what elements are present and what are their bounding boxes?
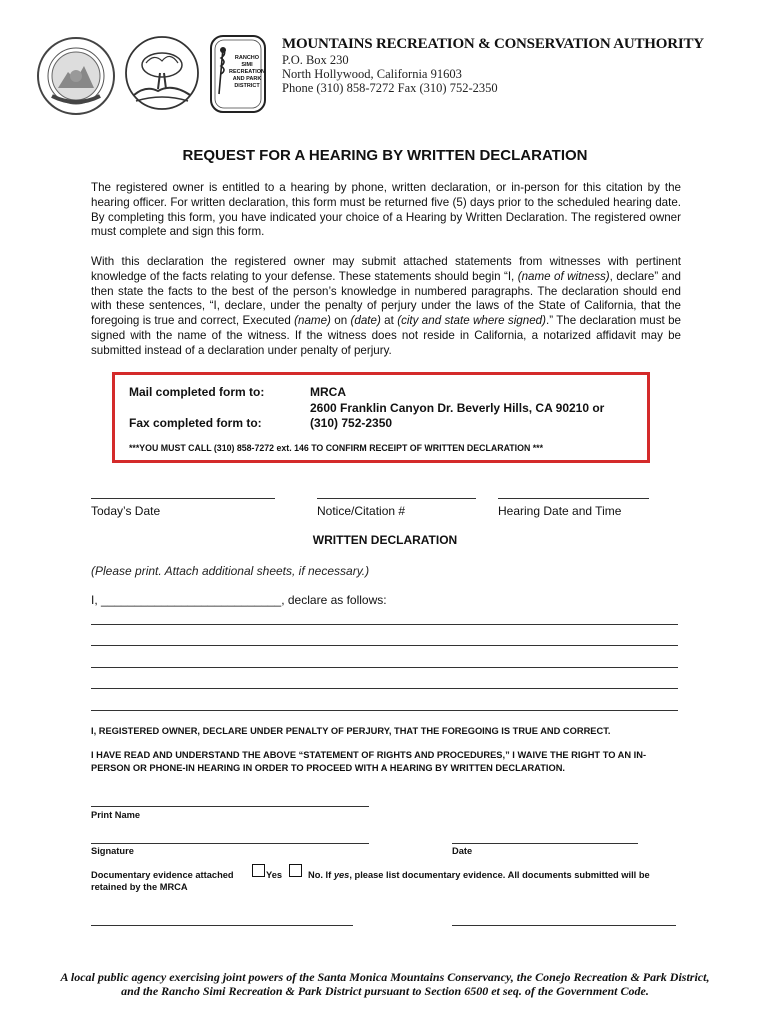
po-box: P.O. Box 230	[282, 53, 349, 67]
page-title: REQUEST FOR A HEARING BY WRITTEN DECLARATION	[182, 147, 588, 164]
confirm-notice: ***YOU MUST CALL (310) 858-7272 ext. 146 TO CONFIRM RECEIPT OF WRITTEN DECLARATION ***	[129, 443, 544, 453]
declaration-line[interactable]	[91, 667, 678, 668]
waiver-statement: I HAVE READ AND UNDERSTAND THE ABOVE “STATEMENT OF RIGHTS AND PROCEDURES,” I WAIVE THE RIGHT TO AN IN-PERSON OR PHONE-IN HEARING IN ORDER TO PROCEED WITH A HEARING BY WRITTEN DECLARATION.	[91, 750, 647, 773]
intro-paragraph: The registered owner is entitled to a hearing by phone, written declaration, or in-person for this citation by the hearing officer. For written declaration, this form must be returned five (5) days prior to the scheduled hearing date. By completing this form, you have indicated your choice of a Hearing by Written Declaration. The registered owner must complete and sign this form.	[91, 181, 681, 239]
yes-checkbox[interactable]	[252, 864, 265, 877]
footer-line-1: A local public agency exercising joint powers of the Santa Monica Mountains Conservancy, the Conejo Recreation & Park District,	[60, 970, 710, 984]
notice-citation-label: Notice/Citation #	[317, 504, 406, 518]
organization-name: MOUNTAINS RECREATION & CONSERVATION AUTHORITY	[282, 36, 704, 52]
declaration-line[interactable]	[91, 624, 678, 625]
footer-note	[0, 970, 770, 998]
hearing-date-line[interactable]	[498, 498, 649, 499]
mail-label: Mail completed form to:	[129, 385, 265, 399]
no-label: No. If yes, please list documentary evidence. All documents submitted will be	[308, 870, 650, 880]
declaration-line[interactable]	[91, 688, 678, 689]
evidence-label: Documentary evidence attached	[91, 870, 234, 880]
witness-paragraph: With this declaration the registered owner may submit attached statements from witnesses with pertinent knowledge of the facts relating to your defense. These statements should begin “I, (name of witness), declare” and then state the facts to the best of the person’s knowledge in numbered paragraphs. The declaration should end with these sentences, “I, declare, under the penalty of perjury under the laws of the State of California, that the foregoing is true and correct, Executed (name) on (date) at (city and state where signed).” The declaration must be signed with the name of the witness. If the witness does not reside in California, a notarized affidavit may be submitted instead of a declaration under penalty of perjury.	[91, 255, 681, 357]
conejo-tree-logo	[122, 33, 202, 113]
notice-citation-line[interactable]	[317, 498, 476, 499]
date-label: Date	[452, 846, 473, 856]
todays-date-line[interactable]	[91, 498, 275, 499]
phone-fax: Phone (310) 858-7272 Fax (310) 752-2350	[282, 81, 498, 95]
evidence-list-line[interactable]	[91, 925, 353, 926]
fax-label: Fax completed form to:	[129, 416, 262, 430]
declaration-line[interactable]	[91, 710, 678, 711]
signature-label: Signature	[91, 846, 134, 856]
signature-line[interactable]	[91, 843, 369, 844]
fax-number: (310) 752-2350	[310, 416, 393, 430]
declaration-line[interactable]	[91, 645, 678, 646]
footer-line-2: and the Rancho Simi Recreation & Park District pursuant to Section 6500 et seq. of the Government Code.	[121, 984, 649, 998]
declare-as-follows: I, ___________________________, declare as follows:	[91, 593, 387, 607]
rancho-logo-text: RANCHO SIMI RECREATION AND PARK DISTRICT	[229, 55, 265, 89]
declaration-heading: WRITTEN DECLARATION	[312, 533, 458, 547]
mail-address: 2600 Franklin Canyon Dr. Beverly Hills, CA 90210 or	[310, 401, 605, 415]
date-line[interactable]	[452, 843, 638, 844]
declarant-name-blank[interactable]: ___________________________	[101, 593, 282, 607]
yes-label: Yes	[266, 870, 283, 880]
california-seal-logo	[36, 36, 116, 116]
hearing-date-label: Hearing Date and Time	[498, 504, 622, 518]
declaration-instruction: (Please print. Attach additional sheets, if necessary.)	[91, 564, 370, 578]
retained-note: retained by the MRCA	[91, 882, 188, 892]
perjury-statement: I, REGISTERED OWNER, DECLARE UNDER PENALTY OF PERJURY, THAT THE FOREGOING IS TRUE AND CORRECT.	[91, 726, 611, 736]
mail-instructions-box	[112, 372, 650, 463]
print-name-line[interactable]	[91, 806, 369, 807]
no-checkbox[interactable]	[289, 864, 302, 877]
evidence-list-line[interactable]	[452, 925, 676, 926]
mail-recipient: MRCA	[310, 385, 346, 399]
todays-date-label: Today’s Date	[91, 504, 161, 518]
print-name-label: Print Name	[91, 810, 141, 820]
city-address: North Hollywood, California 91603	[282, 67, 462, 81]
